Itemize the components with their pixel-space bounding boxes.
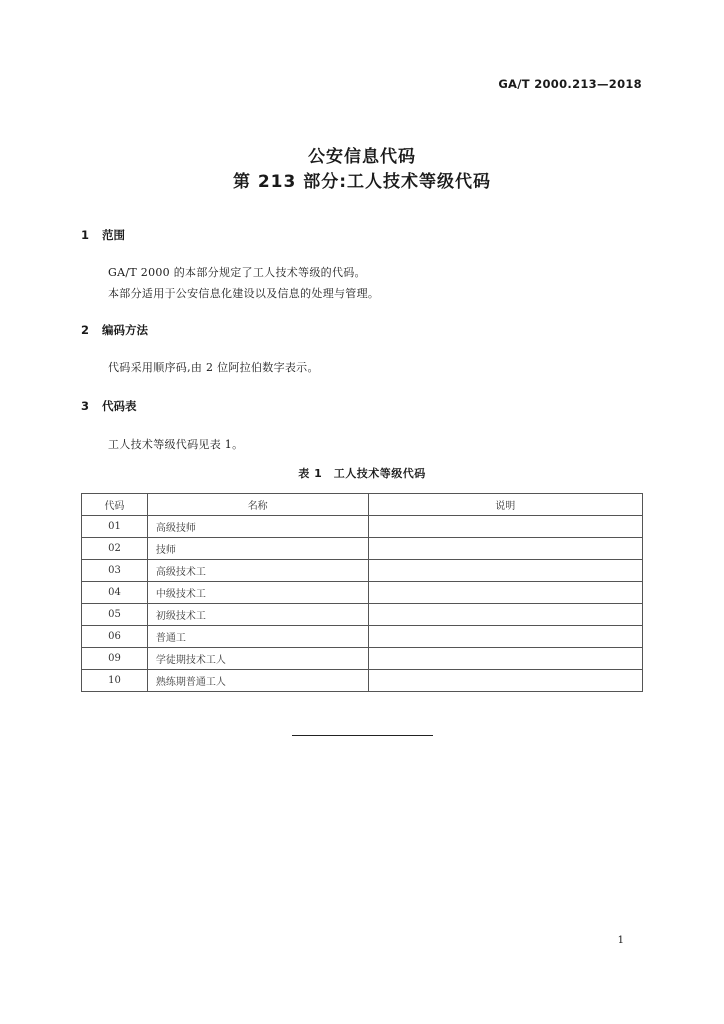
paragraph: 代码采用顺序码,由 2 位阿拉伯数字表示。 <box>108 361 319 374</box>
table-row <box>82 604 643 626</box>
table-row <box>82 670 643 692</box>
section-title: 范围 <box>102 228 125 242</box>
section-title: 代码表 <box>102 399 137 413</box>
name-cell: 高级技术工 <box>147 560 368 582</box>
section-heading-coding-method <box>81 322 148 338</box>
table-row <box>82 648 643 670</box>
name-cell: 普通工 <box>147 626 368 648</box>
table-caption: 表 1 工人技术等级代码 <box>298 467 426 480</box>
name-cell: 初级技术工 <box>147 604 368 626</box>
page-number: 1 <box>617 935 624 946</box>
column-header-code: 代码 <box>82 494 148 516</box>
name-cell: 技师 <box>147 538 368 560</box>
note-cell <box>368 670 643 692</box>
name-cell: 高级技师 <box>147 516 368 538</box>
section-title: 编码方法 <box>102 323 148 337</box>
document-subtitle: 第 213 部分:工人技术等级代码 <box>232 172 492 192</box>
paragraph: 工人技术等级代码见表 1。 <box>108 438 244 451</box>
standard-code: GA/T 2000.213—2018 <box>498 77 642 91</box>
table-row <box>82 582 643 604</box>
paragraph: 本部分适用于公安信息化建设以及信息的处理与管理。 <box>108 287 380 300</box>
column-header-note: 说明 <box>368 494 643 516</box>
column-header-name: 名称 <box>147 494 368 516</box>
table-header-row <box>82 494 643 516</box>
name-cell: 中级技术工 <box>147 582 368 604</box>
document-title: 公安信息代码 <box>308 147 416 167</box>
end-divider <box>292 735 433 736</box>
section-heading-code-table <box>81 398 137 414</box>
section-number: 3 <box>81 399 90 413</box>
table-row <box>82 538 643 560</box>
note-cell <box>368 604 643 626</box>
code-cell: 04 <box>82 582 148 604</box>
name-cell: 熟练期普通工人 <box>147 670 368 692</box>
note-cell <box>368 582 643 604</box>
code-cell: 06 <box>82 626 148 648</box>
table-row <box>82 516 643 538</box>
note-cell <box>368 626 643 648</box>
code-cell: 03 <box>82 560 148 582</box>
note-cell <box>368 538 643 560</box>
code-cell: 09 <box>82 648 148 670</box>
section-number: 1 <box>81 228 90 242</box>
note-cell <box>368 516 643 538</box>
code-cell: 01 <box>82 516 148 538</box>
section-number: 2 <box>81 323 90 337</box>
table-row <box>82 560 643 582</box>
code-cell: 02 <box>82 538 148 560</box>
note-cell <box>368 560 643 582</box>
note-cell <box>368 648 643 670</box>
table-row <box>82 626 643 648</box>
paragraph: GA/T 2000 的本部分规定了工人技术等级的代码。 <box>108 266 366 279</box>
section-heading-scope <box>81 227 125 243</box>
code-cell: 10 <box>82 670 148 692</box>
name-cell: 学徒期技术工人 <box>147 648 368 670</box>
code-table <box>81 493 643 692</box>
code-cell: 05 <box>82 604 148 626</box>
